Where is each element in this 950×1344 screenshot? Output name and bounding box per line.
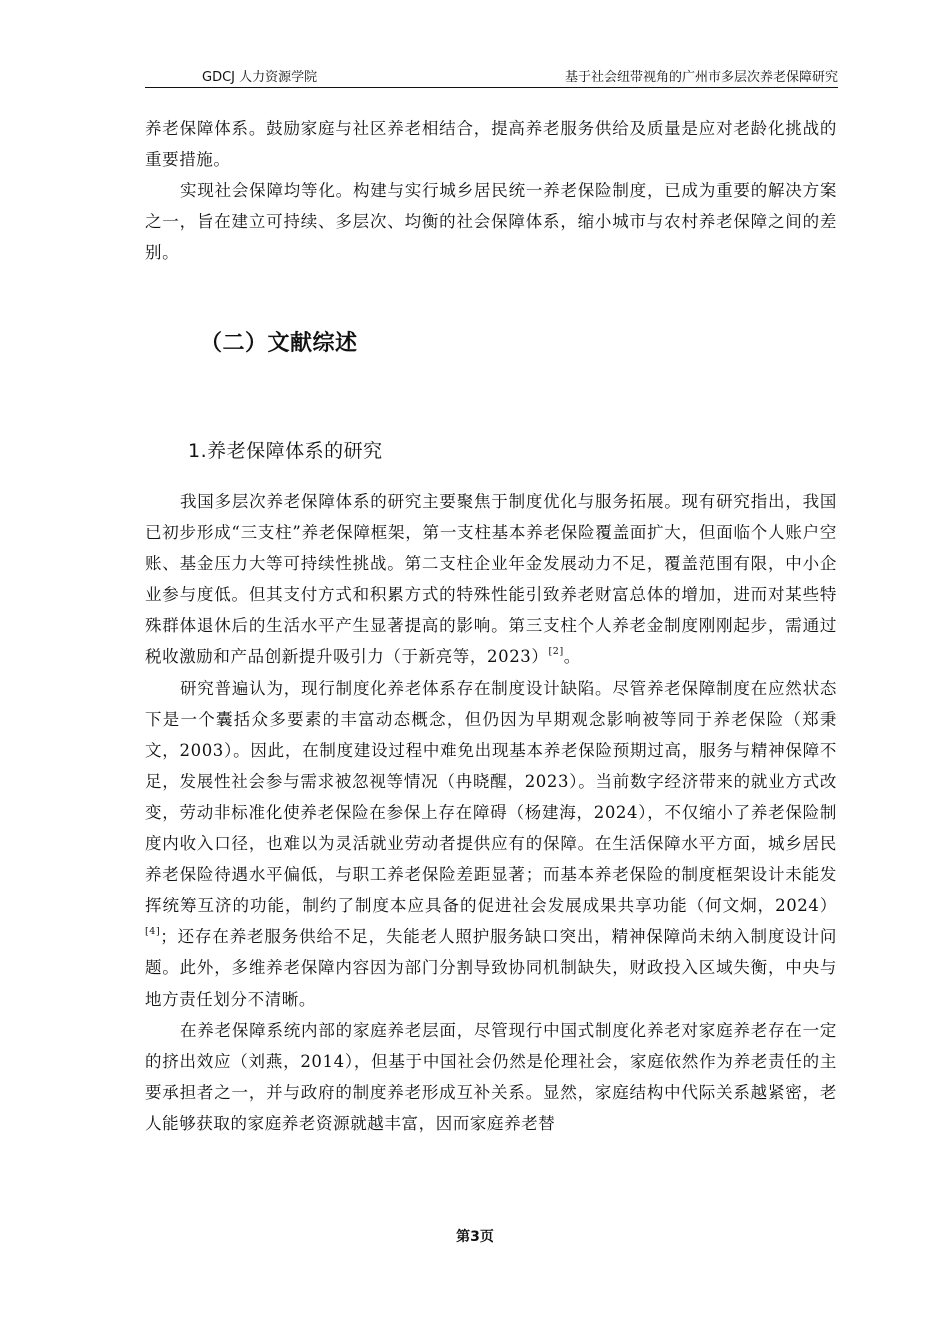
header-title: 基于社会纽带视角的广州市多层次养老保障研究 <box>564 70 838 85</box>
body-paragraph-2-text: 研究普遍认为，现行制度化养老体系存在制度设计缺陷。尽管养老保障制度在应然状态下是一个囊括众多要素的丰富动态概念，但仍因为早期观念影响被等同于养老保险（郑秉文，2003）。因此，在制度建设过程中难免出现基本养老保险预期过高，服务与精神保障不足，发展性社会参与需求被忽视等情况（冉晓醒，2023）。当前数字经济带来的就业方式改变，劳动非标准化使养老保险在参保上存在障碍（杨建海，2024），不仅缩小了养老保险制度内收入口径，也难以为灵活就业劳动者提供应有的保障。在生活保障水平方面，城乡居民养老保险待遇水平偏低，与职工养老保险差距显著；而基本养老保险的制度框架设计未能发挥统筹互济的功能，制约了制度本应具备的促进社会发展成果共享功能（何文炯，2024） <box>145 678 837 916</box>
body-paragraph-1-end: 。 <box>563 647 581 667</box>
body-paragraph-2 <box>145 673 837 1015</box>
running-header <box>145 64 838 88</box>
body-paragraph-1-text: 我国多层次养老保障体系的研究主要聚焦于制度优化与服务拓展。现有研究指出，我国已初步形成“三支柱”养老保障框架，第一支柱基本养老保险覆盖面扩大，但面临个人账户空账、基金压力大等可持续性挑战。第二支柱企业年金发展动力不足，覆盖范围有限，中小企业参与度低。但其支付方式和积累方式的特殊性能引致养老财富总体的增加，进而对某些特殊群体退休后的生活水平产生显著提高的影响。第三支柱个人养老金制度刚刚起步，需通过税收激励和产品创新提升吸引力（于新亮等，2023） <box>145 492 837 667</box>
intro-paragraph-1: 养老保障体系。鼓励家庭与社区养老相结合，提高养老服务供给及质量是应对老龄化挑战的重要措施。 <box>145 119 837 170</box>
header-institution: GDCJ 人力资源学院 <box>202 70 318 85</box>
intro-text <box>145 113 837 268</box>
subsection-heading: 1.养老保障体系的研究 <box>188 440 383 462</box>
intro-paragraph-2: 实现社会保障均等化。构建与实行城乡居民统一养老保险制度，已成为重要的解决方案之一，旨在建立可持续、多层次、均衡的社会保障体系，缩小城市与农村养老保障之间的差别。 <box>145 181 837 263</box>
body-paragraph-1 <box>145 486 837 673</box>
page-number: 第3页 <box>456 1229 494 1245</box>
section-heading: （二）文献综述 <box>200 331 358 356</box>
body-paragraph-2-end: ；还存在养老服务供给不足，失能老人照护服务缺口突出，精神保障尚未纳入制度设计问题。此外，多维养老保障内容因为部门分割导致协同机制缺失，财政投入区域失衡，中央与地方责任划分不清晰。 <box>145 927 837 1009</box>
citation-2: [2] <box>548 646 564 658</box>
main-text <box>145 486 837 1139</box>
citation-4: [4] <box>145 926 161 938</box>
body-paragraph-3: 在养老保障系统内部的家庭养老层面，尽管现行中国式制度化养老对家庭养老存在一定的挤出效应（刘燕，2014），但基于中国社会仍然是伦理社会，家庭依然作为养老责任的主要承担者之一，并与政府的制度养老形成互补关系。显然，家庭结构中代际关系越紧密，老人能够获取的家庭养老资源就越丰富，因而家庭养老替 <box>145 1020 837 1133</box>
header-divider <box>145 87 838 88</box>
